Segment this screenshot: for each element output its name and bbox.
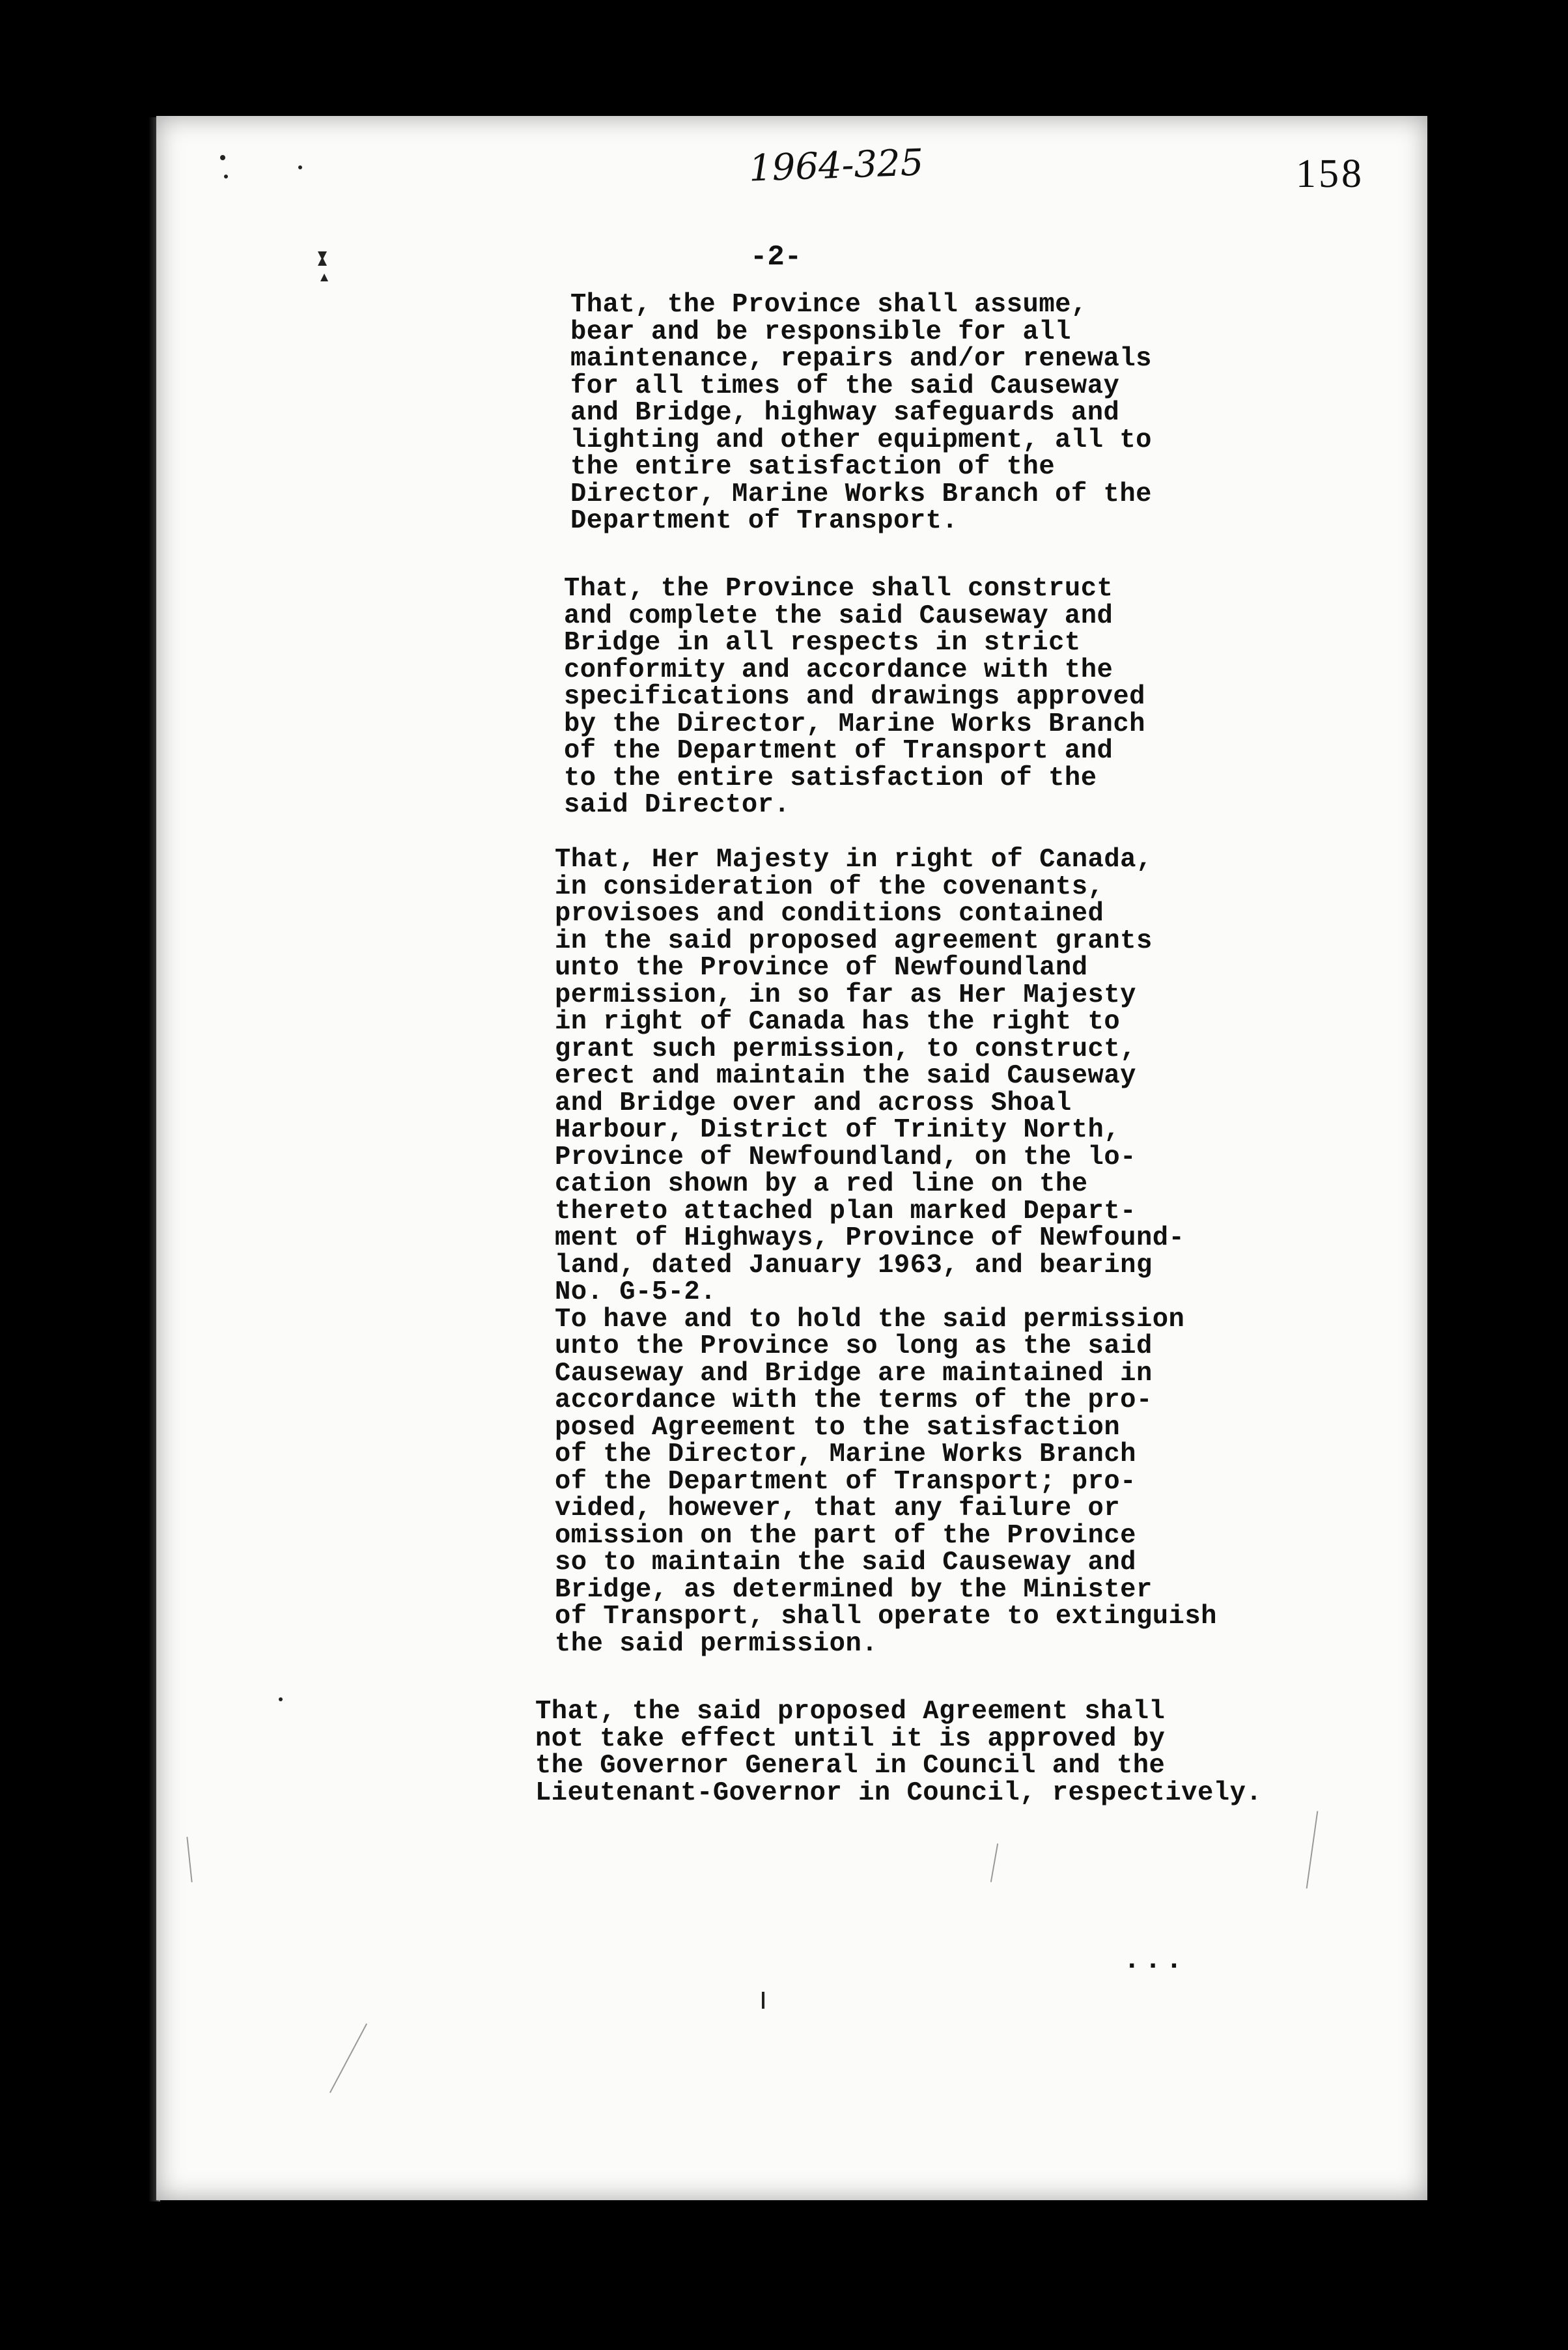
paragraph-construction: That, the Province shall construct and complete the said Causeway and Bridge in all respects in strict conformity and accordance with the specifications and drawings approved by the Director, Marine Works Branch of the Department of Transport and to the entire satisfaction of the said Director. [564, 574, 1145, 820]
paragraph-maintenance: That, the Province shall assume, bear and be responsible for all maintenance, repairs and/or renewals for all times of the said Causeway and Bridge, highway safeguards and lighting and other equipment, all to the entire satisfaction of the Director, Marine Works Branch of the Department of Transport. [570, 290, 1152, 536]
punch-mark [298, 165, 302, 169]
stamped-page-number: 158 [1296, 152, 1364, 196]
paragraph-permission: That, Her Majesty in right of Canada, in consideration of the covenants, provisoes and conditions contained in the said proposed agreement grants unto the Province of Newfoundland permission, in so far as Her Majesty in right of Canada has the right to grant such permission, to construct, erect and maintain the said Causeway and Bridge over and across Shoal Harbour, District of Trinity North, Province of Newfoundland, on the lo- cation shown by a red line on the thereto attached plan marked Depart- ment of Highways, Province of Newfound- land, dated January 1963, and bearing No. G-5-2. To have and to hold the said permission unto the Province so long as the said Causeway and Bridge are maintained in accordance with the terms of the pro- posed Agreement to the satisfaction of the Director, Marine Works Branch of the Department of Transport; pro- vided, however, that any failure or omission on the part of the Province so to maintain the said Causeway and Bridge, as determined by the Minister of Transport, shall operate to extinguish the said permission. [555, 845, 1217, 1659]
punch-mark [224, 175, 228, 178]
speck-mark [279, 1697, 283, 1701]
continuation-marker: ... [1123, 1944, 1187, 1977]
punch-mark [220, 155, 225, 160]
handwritten-reference: 1964-325 [748, 141, 925, 190]
page-number: -2- [750, 241, 802, 274]
paragraph-approval: That, the said proposed Agreement shall not take effect until it is approved by the Governor General in Council and the Lieutenant-Governor in Council, respectively. [535, 1697, 1263, 1808]
speck-mark [762, 1992, 764, 2009]
